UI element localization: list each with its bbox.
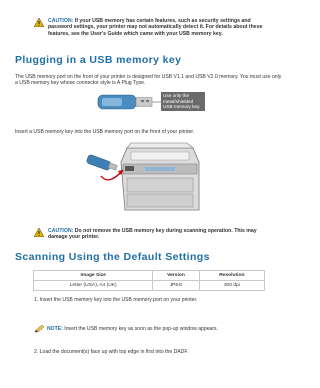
note-text	[47, 326, 218, 332]
callout-line-1: Use only the metal/shielded	[163, 93, 194, 104]
table-header-row	[34, 271, 265, 281]
caution-box-removal	[34, 228, 274, 241]
column-header-version: Version	[153, 271, 199, 281]
callout-line-2: USB memory key.	[163, 104, 201, 110]
note-message: Insert the USB memory key as soon as the pop-up window appears.	[62, 326, 219, 332]
note-label: NOTE:	[47, 326, 63, 332]
caution-text	[48, 228, 274, 241]
default-settings-table	[33, 270, 265, 291]
usb-callout	[161, 92, 205, 111]
column-header-resolution: Resolution	[199, 271, 264, 281]
warning-icon	[34, 18, 44, 27]
section-title-scanning: Scanning Using the Default Settings	[15, 251, 210, 263]
cell-resolution: 300 dpi	[199, 281, 264, 291]
usb-key-illustration	[96, 91, 162, 113]
step-2: 2. Load the document(s) face up with top edge in first into the DADF.	[34, 349, 189, 355]
usb-port-description: The USB memory port on the front of your printer is designed for USB V1.1 and USB V2.0 memory. You must use only a USB memory key whose connector style is A Plug Type.	[15, 74, 282, 87]
section-title-plugging-in: Plugging in a USB memory key	[15, 54, 182, 66]
pencil-icon	[34, 325, 44, 333]
warning-icon	[34, 228, 44, 237]
caution-label: CAUTION:	[48, 228, 74, 234]
step-1: 1. Insert the USB memory key into the USB memory port on your printer.	[34, 297, 198, 303]
printer-illustration	[75, 140, 205, 220]
caution-text	[48, 18, 274, 37]
column-header-image-size: Image Size	[34, 271, 153, 281]
cell-version: JPEG	[153, 281, 199, 291]
caution-label: CAUTION:	[48, 18, 74, 24]
table-row	[34, 281, 265, 291]
caution-box-security	[34, 18, 274, 37]
cell-image-size: Letter (USA), A4 (UK)	[34, 281, 153, 291]
caution-message: Do not remove the USB memory key during scanning operation. This may damage your printer.	[48, 228, 257, 241]
note-box	[34, 325, 218, 333]
insert-usb-instruction: Insert a USB memory key into the USB memory port on the front of your printer.	[15, 129, 195, 135]
caution-message: If your USB memory has certain features, such as security settings and password settings, your printer may not automatically detect it. For details about these features, see the User's Guide which came with your USB memory key.	[48, 18, 263, 37]
